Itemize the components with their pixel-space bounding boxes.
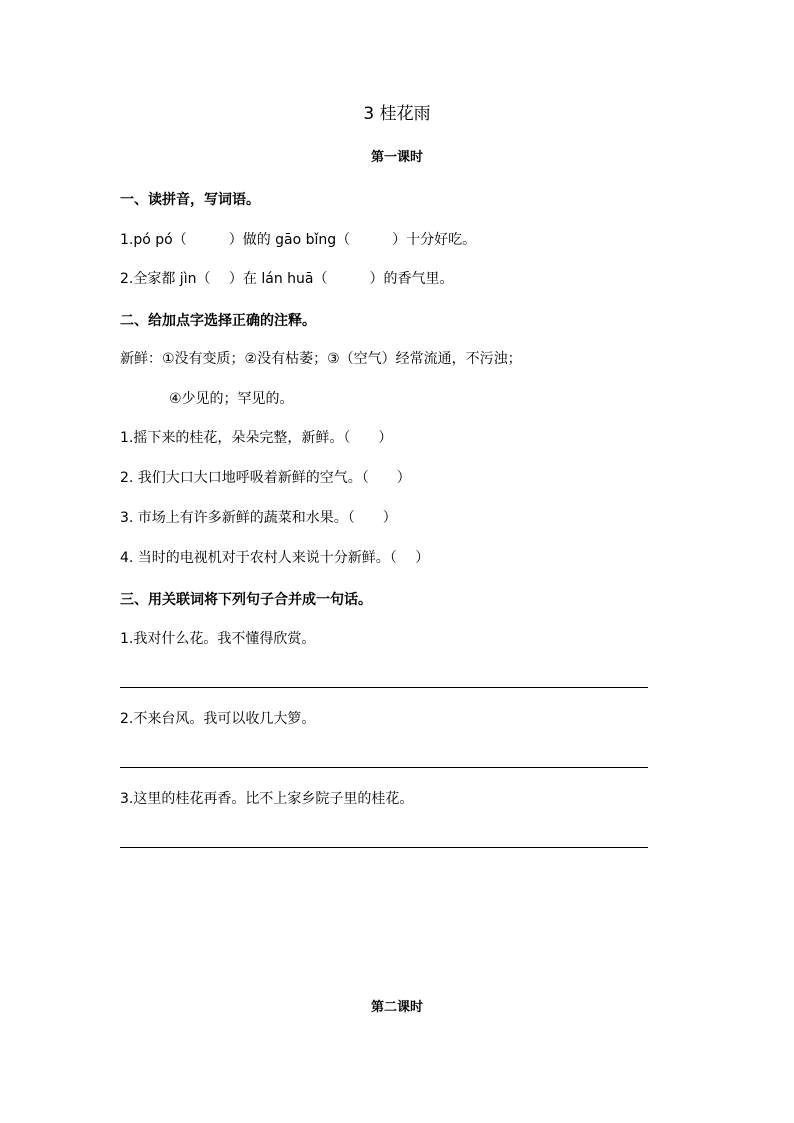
section-three-item: 2.不来台风。我可以收几大箩。 — [120, 711, 316, 727]
section-two-item: 2. 我们大口大口地呼吸着新鲜的空气。（ ） — [120, 470, 411, 486]
answer-line — [120, 767, 648, 768]
definition-line-2: ④少见的；罕见的。 — [169, 391, 294, 407]
section-two-item: 1.摇下来的桂花，朵朵完整，新鲜。（ ） — [120, 430, 393, 446]
section-one-question-2: 2.全家都 jìn（ ）在 lán huā（ ）的香气里。 — [120, 271, 454, 287]
section-one-heading: 一、读拼音，写词语。 — [120, 192, 260, 208]
section-three-heading: 三、用关联词将下列句子合并成一句话。 — [120, 592, 372, 608]
section-one-question-1: 1.pó pó（ ）做的 gāo bǐng（ ）十分好吃。 — [120, 232, 477, 248]
answer-line — [120, 847, 648, 848]
section-two-heading: 二、给加点字选择正确的注释。 — [120, 313, 316, 329]
lesson-two-heading: 第二课时 — [370, 1000, 423, 1015]
section-three-item: 3.这里的桂花再香。比不上家乡院子里的桂花。 — [120, 791, 414, 807]
answer-line — [120, 687, 648, 688]
section-two-item: 3. 市场上有许多新鲜的蔬菜和水果。（ ） — [120, 510, 397, 526]
section-three-item: 1.我对什么花。我不懂得欣赏。 — [120, 631, 316, 647]
page-title: 3 桂花雨 — [363, 104, 431, 124]
lesson-one-heading: 第一课时 — [370, 150, 423, 165]
section-two-item: 4. 当时的电视机对于农村人来说十分新鲜。（ ） — [120, 550, 430, 566]
definition-line-1: 新鲜：①没有变质；②没有枯萎；③（空气）经常流通，不污浊； — [120, 351, 522, 367]
